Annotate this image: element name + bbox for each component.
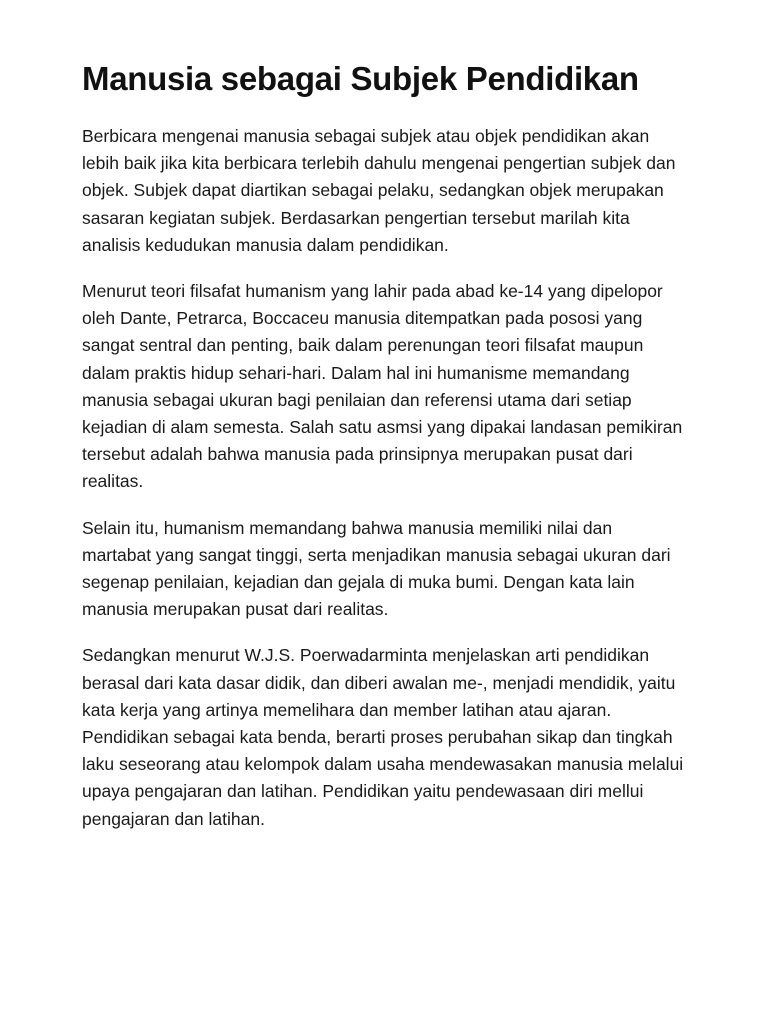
article — [82, 58, 686, 852]
paragraph-4: Sedangkan menurut W.J.S. Poerwadarminta menjelaskan arti pendidikan berasal dari kata dasar didik, dan diberi awalan me-, menjadi mendidik, yaitu kata kerja yang artinya memelihara dan member latihan atau ajaran. Pendidikan sebagai kata benda, berarti proses perubahan sikap dan tingkah laku seseorang atau kelompok dalam usaha mendewasakan manusia melalui upaya pengajaran dan latihan. Pendidikan yaitu pendewasaan diri mellui pengajaran dan latihan. — [82, 645, 684, 829]
paragraph-3: Selain itu, humanism memandang bahwa manusia memiliki nilai dan martabat yang sangat tinggi, serta menjadikan manusia sebagai ukuran dari segenap penilaian, kejadian dan gejala di muka bumi. Dengan kata lain manusia merupakan pusat dari realitas. — [82, 517, 671, 620]
paragraph-2: Menurut teori filsafat humanism yang lahir pada abad ke-14 yang dipelopor oleh Dante, Petrarca, Boccaceu manusia ditempatkan pada pososi yang sangat sentral dan penting, baik dalam perenungan teori filsafat maupun dalam praktis hidup sehari-hari. Dalam hal ini humanisme memandang manusia sebagai ukuran bagi penilaian dan referensi utama dari setiap kejadian di alam semesta. Salah satu asmsi yang dipakai landasan pemikiran tersebut adalah bahwa manusia pada prinsipnya merupakan pusat dari realitas. — [82, 281, 683, 492]
article-title: Manusia sebagai Subjek Pendidikan — [82, 60, 639, 97]
paragraph-1: Berbicara mengenai manusia sebagai subjek atau objek pendidikan akan lebih baik jika kita berbicara terlebih dahulu mengenai pengertian subjek dan objek. Subjek dapat diartikan sebagai pelaku, sedangkan objek merupakan sasaran kegiatan subjek. Berdasarkan pengertian tersebut marilah kita analisis kedudukan manusia dalam pendidikan. — [82, 126, 676, 255]
